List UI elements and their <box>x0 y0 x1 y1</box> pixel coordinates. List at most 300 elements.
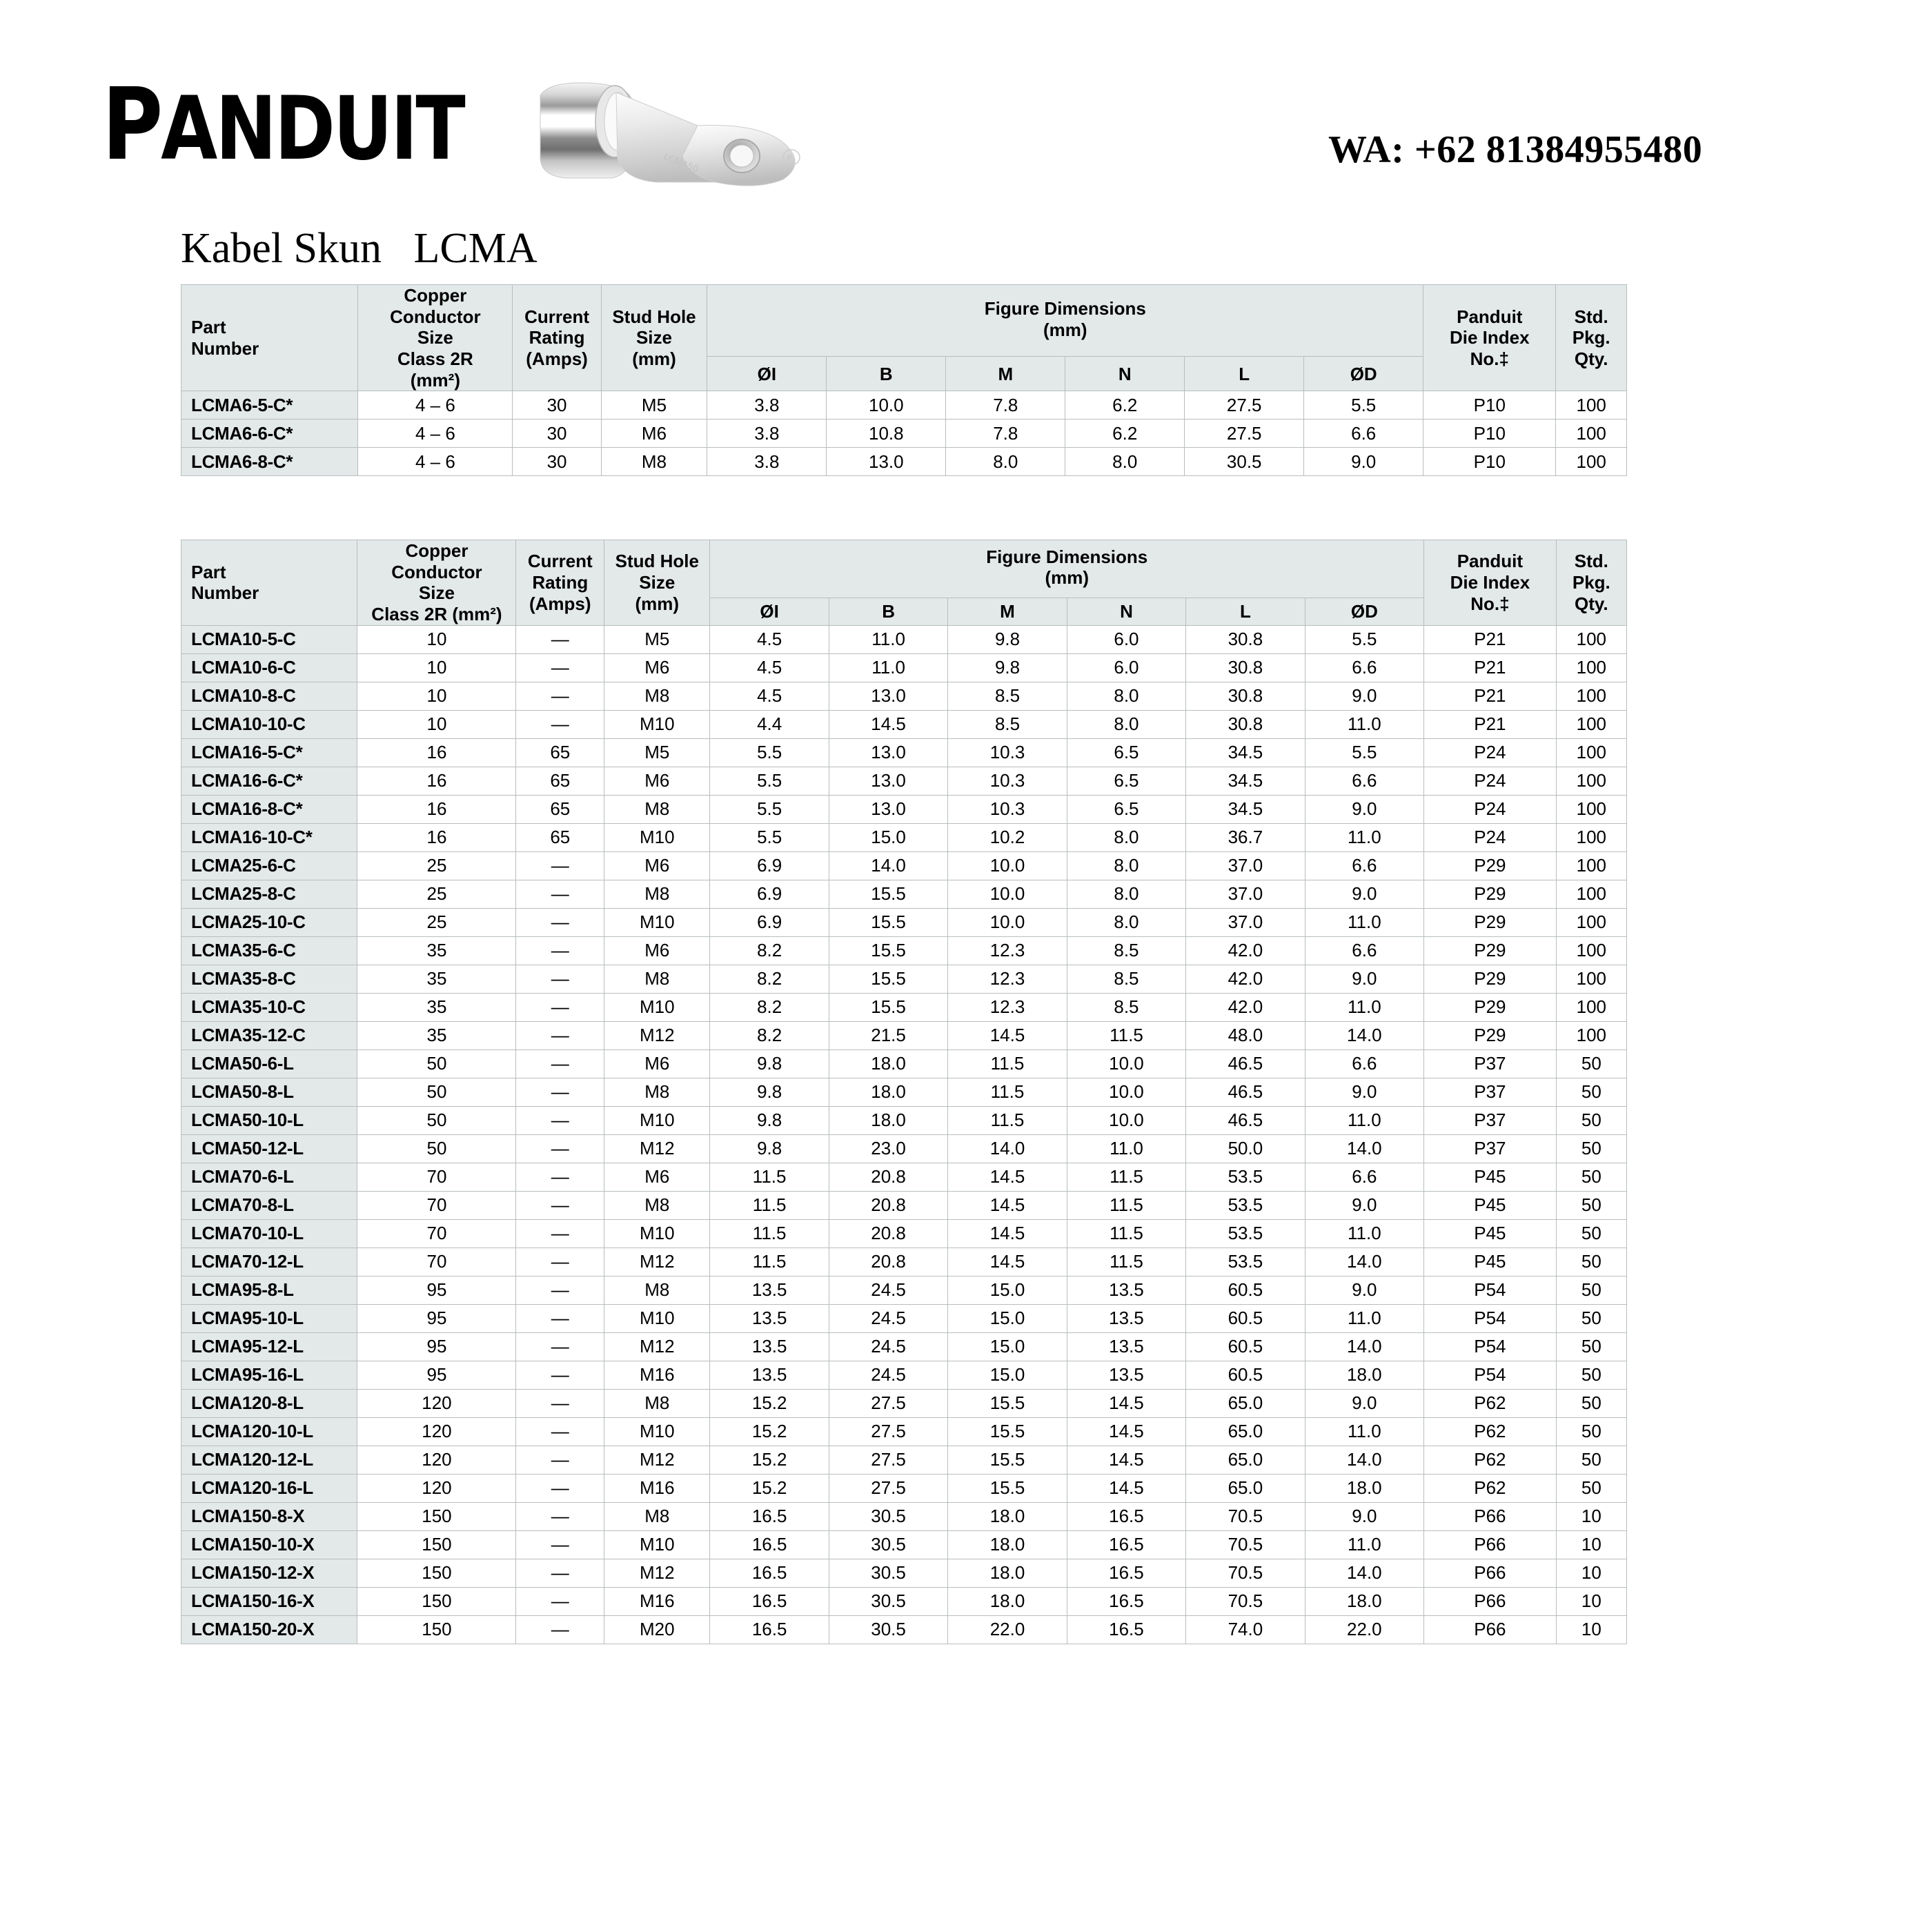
table-row <box>181 1502 1627 1530</box>
cell-std-pkg-qty: 10 <box>1556 1530 1626 1559</box>
cell-dim-m: 10.0 <box>948 908 1067 936</box>
cell-dim-n: 8.0 <box>1067 823 1185 851</box>
cell-dim-m: 15.0 <box>948 1332 1067 1361</box>
cell-dim-m: 18.0 <box>948 1502 1067 1530</box>
cell-part-number: LCMA150-16-X <box>181 1587 357 1615</box>
cell-dim-oi: 13.5 <box>710 1304 829 1332</box>
cell-stud-hole-size: M6 <box>604 851 710 880</box>
cell-std-pkg-qty: 10 <box>1556 1559 1626 1587</box>
cell-current-rating: 65 <box>516 795 604 823</box>
cell-dim-l: 53.5 <box>1186 1163 1305 1191</box>
cell-stud-hole-size: M8 <box>604 880 710 908</box>
cell-stud-hole-size: M12 <box>604 1559 710 1587</box>
cell-dim-oi: 6.9 <box>710 880 829 908</box>
table-row <box>181 1191 1627 1219</box>
cell-die-index: P45 <box>1424 1191 1557 1219</box>
cell-dim-l: 65.0 <box>1186 1417 1305 1446</box>
cell-dim-oi: 8.2 <box>710 1021 829 1049</box>
table-row <box>181 823 1627 851</box>
cell-dim-l: 65.0 <box>1186 1389 1305 1417</box>
part-number-line1: Part <box>191 317 226 337</box>
cell-part-number: LCMA16-10-C* <box>181 823 357 851</box>
cell-die-index: P54 <box>1424 1332 1557 1361</box>
cell-std-pkg-qty: 100 <box>1556 448 1627 476</box>
cell-dim-b: 11.0 <box>829 653 947 682</box>
cell-dim-n: 11.5 <box>1067 1219 1185 1248</box>
cell-part-number: LCMA35-12-C <box>181 1021 357 1049</box>
svg-text:LCMA50: LCMA50 <box>662 151 700 175</box>
cell-std-pkg-qty: 50 <box>1556 1049 1626 1078</box>
cell-std-pkg-qty: 10 <box>1556 1502 1626 1530</box>
cell-part-number: LCMA16-6-C* <box>181 767 357 795</box>
cell-dim-l: 36.7 <box>1186 823 1305 851</box>
table-row <box>181 1248 1627 1276</box>
cell-dim-oi: 3.8 <box>707 448 827 476</box>
cell-dim-oi: 15.2 <box>710 1417 829 1446</box>
col-dim-oi: ØI <box>707 357 827 391</box>
cell-dim-n: 11.5 <box>1067 1163 1185 1191</box>
cell-dim-n: 6.5 <box>1067 738 1185 767</box>
cell-current-rating: 30 <box>513 448 601 476</box>
cell-dim-b: 24.5 <box>829 1332 947 1361</box>
cell-dim-n: 16.5 <box>1067 1559 1185 1587</box>
cell-dim-l: 30.8 <box>1186 710 1305 738</box>
table-row <box>181 1163 1627 1191</box>
cell-dim-m: 10.3 <box>948 767 1067 795</box>
cell-current-rating: — <box>516 936 604 965</box>
cell-dim-b: 24.5 <box>829 1304 947 1332</box>
cell-part-number: LCMA120-10-L <box>181 1417 357 1446</box>
cell-std-pkg-qty: 50 <box>1556 1332 1626 1361</box>
spec-table-2 <box>181 540 1627 1644</box>
cell-dim-l: 34.5 <box>1186 795 1305 823</box>
figdim-line1: Figure Dimensions <box>984 298 1146 319</box>
figdim-line2: (mm) <box>1043 319 1087 340</box>
cell-die-index: P62 <box>1424 1417 1557 1446</box>
cell-dim-n: 8.5 <box>1067 936 1185 965</box>
cell-copper-size: 25 <box>357 851 516 880</box>
cell-die-index: P66 <box>1424 1587 1557 1615</box>
cell-dim-b: 18.0 <box>829 1049 947 1078</box>
cell-dim-od: 9.0 <box>1305 1389 1423 1417</box>
col-current-rating <box>513 285 601 391</box>
cell-copper-size: 95 <box>357 1304 516 1332</box>
cell-dim-b: 27.5 <box>829 1474 947 1502</box>
cell-dim-od: 6.6 <box>1304 420 1423 448</box>
cell-copper-size: 10 <box>357 682 516 710</box>
cell-copper-size: 50 <box>357 1106 516 1134</box>
cell-dim-oi: 15.2 <box>710 1446 829 1474</box>
cell-dim-od: 14.0 <box>1305 1332 1423 1361</box>
cell-copper-size: 150 <box>357 1502 516 1530</box>
cell-dim-n: 10.0 <box>1067 1049 1185 1078</box>
cell-die-index: P21 <box>1424 710 1557 738</box>
cell-copper-size: 150 <box>357 1530 516 1559</box>
cell-dim-od: 6.6 <box>1305 1049 1423 1078</box>
cell-stud-hole-size: M5 <box>601 391 707 420</box>
cell-dim-oi: 8.2 <box>710 965 829 993</box>
col-std-pkg-qty <box>1556 540 1626 626</box>
cell-current-rating: 30 <box>513 420 601 448</box>
table-row <box>181 965 1627 993</box>
cell-copper-size: 16 <box>357 795 516 823</box>
cell-dim-m: 7.8 <box>946 391 1065 420</box>
cell-dim-m: 15.0 <box>948 1304 1067 1332</box>
die-line3: No.‡ <box>1470 348 1509 370</box>
cell-stud-hole-size: M6 <box>604 1049 710 1078</box>
cell-copper-size: 4 – 6 <box>358 448 513 476</box>
cell-dim-l: 30.8 <box>1186 625 1305 653</box>
table-row <box>181 710 1627 738</box>
cell-current-rating: — <box>516 1446 604 1474</box>
cell-dim-l: 70.5 <box>1186 1530 1305 1559</box>
table-2-header-row-1 <box>181 540 1627 598</box>
cell-current-rating: 65 <box>516 823 604 851</box>
cell-dim-l: 34.5 <box>1186 767 1305 795</box>
cell-copper-size: 150 <box>357 1559 516 1587</box>
cell-dim-m: 11.5 <box>948 1106 1067 1134</box>
cell-current-rating: — <box>516 1474 604 1502</box>
cell-stud-hole-size: M10 <box>604 1304 710 1332</box>
cell-dim-m: 15.5 <box>948 1417 1067 1446</box>
table-row <box>181 1219 1627 1248</box>
cell-dim-n: 6.2 <box>1065 420 1185 448</box>
cell-dim-b: 10.0 <box>827 391 946 420</box>
table-row <box>181 1474 1627 1502</box>
table-row <box>181 908 1627 936</box>
cell-dim-oi: 4.5 <box>710 625 829 653</box>
cell-dim-od: 14.0 <box>1305 1559 1423 1587</box>
cell-std-pkg-qty: 100 <box>1556 823 1626 851</box>
cell-dim-od: 11.0 <box>1305 1530 1423 1559</box>
table-row <box>181 682 1627 710</box>
cell-current-rating: — <box>516 1021 604 1049</box>
cell-dim-oi: 16.5 <box>710 1530 829 1559</box>
cell-dim-l: 37.0 <box>1186 880 1305 908</box>
cell-dim-oi: 3.8 <box>707 420 827 448</box>
cell-dim-od: 9.0 <box>1305 795 1423 823</box>
cell-std-pkg-qty: 50 <box>1556 1163 1626 1191</box>
cell-part-number: LCMA95-16-L <box>181 1361 357 1389</box>
cell-copper-size: 120 <box>357 1417 516 1446</box>
cell-std-pkg-qty: 100 <box>1556 936 1626 965</box>
cell-dim-b: 13.0 <box>827 448 946 476</box>
cell-part-number: LCMA10-5-C <box>181 625 357 653</box>
cell-dim-n: 6.2 <box>1065 391 1185 420</box>
cell-dim-n: 16.5 <box>1067 1615 1185 1644</box>
cell-part-number: LCMA50-10-L <box>181 1106 357 1134</box>
cell-std-pkg-qty: 100 <box>1556 625 1626 653</box>
cell-dim-b: 30.5 <box>829 1559 947 1587</box>
cell-dim-oi: 5.5 <box>710 823 829 851</box>
cell-copper-size: 70 <box>357 1191 516 1219</box>
cell-dim-od: 5.5 <box>1305 625 1423 653</box>
cell-dim-od: 11.0 <box>1305 1417 1423 1446</box>
table-row <box>181 1332 1627 1361</box>
cell-part-number: LCMA35-6-C <box>181 936 357 965</box>
whatsapp-contact: WA: +62 81384955480 <box>1328 128 1703 171</box>
cell-copper-size: 25 <box>357 908 516 936</box>
cell-current-rating: — <box>516 1276 604 1304</box>
cell-dim-b: 30.5 <box>829 1530 947 1559</box>
col-stud-hole-size <box>604 540 710 626</box>
cell-stud-hole-size: M8 <box>604 965 710 993</box>
copper-line4: Class 2R (mm²) <box>371 604 502 625</box>
cell-dim-oi: 3.8 <box>707 391 827 420</box>
cell-std-pkg-qty: 100 <box>1556 851 1626 880</box>
cell-die-index: P66 <box>1424 1530 1557 1559</box>
cell-dim-od: 11.0 <box>1305 1106 1423 1134</box>
cell-dim-m: 8.0 <box>946 448 1065 476</box>
cell-dim-oi: 5.5 <box>710 767 829 795</box>
cell-dim-n: 14.5 <box>1067 1474 1185 1502</box>
cell-current-rating: — <box>516 1502 604 1530</box>
cell-die-index: P45 <box>1424 1219 1557 1248</box>
cell-dim-l: 53.5 <box>1186 1248 1305 1276</box>
cell-stud-hole-size: M8 <box>604 1389 710 1417</box>
col-std-pkg-qty <box>1556 285 1627 391</box>
current-line2: Rating <box>529 327 585 348</box>
cell-die-index: P37 <box>1424 1049 1557 1078</box>
page-header <box>0 0 1932 207</box>
figdim-line2: (mm) <box>1045 567 1090 589</box>
cell-current-rating: — <box>516 993 604 1021</box>
cell-part-number: LCMA25-6-C <box>181 851 357 880</box>
cell-current-rating: — <box>516 1191 604 1219</box>
cell-dim-od: 14.0 <box>1305 1134 1423 1163</box>
col-panduit-die-index <box>1424 540 1557 626</box>
cell-dim-l: 65.0 <box>1186 1474 1305 1502</box>
cell-dim-l: 48.0 <box>1186 1021 1305 1049</box>
cable-lug-photo <box>535 54 866 199</box>
col-dim-m: M <box>948 598 1067 625</box>
cell-part-number: LCMA150-20-X <box>181 1615 357 1644</box>
cell-std-pkg-qty: 100 <box>1556 965 1626 993</box>
cell-die-index: P37 <box>1424 1134 1557 1163</box>
cell-copper-size: 95 <box>357 1332 516 1361</box>
cell-die-index: P54 <box>1424 1361 1557 1389</box>
cell-stud-hole-size: M10 <box>604 908 710 936</box>
cell-dim-m: 22.0 <box>948 1615 1067 1644</box>
cell-part-number: LCMA10-10-C <box>181 710 357 738</box>
col-dim-l: L <box>1186 598 1305 625</box>
col-dim-m: M <box>946 357 1065 391</box>
cell-copper-size: 120 <box>357 1474 516 1502</box>
cell-dim-l: 60.5 <box>1186 1332 1305 1361</box>
cell-stud-hole-size: M10 <box>604 1417 710 1446</box>
cell-part-number: LCMA120-12-L <box>181 1446 357 1474</box>
col-stud-hole-size <box>601 285 707 391</box>
cell-dim-b: 20.8 <box>829 1163 947 1191</box>
cell-dim-b: 11.0 <box>829 625 947 653</box>
cell-dim-l: 46.5 <box>1186 1106 1305 1134</box>
cell-current-rating: — <box>516 1361 604 1389</box>
cell-dim-od: 18.0 <box>1305 1474 1423 1502</box>
cell-current-rating: — <box>516 1530 604 1559</box>
cell-copper-size: 16 <box>357 767 516 795</box>
cell-part-number: LCMA95-8-L <box>181 1276 357 1304</box>
cell-dim-oi: 9.8 <box>710 1106 829 1134</box>
cell-std-pkg-qty: 100 <box>1556 682 1626 710</box>
cell-copper-size: 120 <box>357 1446 516 1474</box>
cell-dim-od: 11.0 <box>1305 908 1423 936</box>
cell-die-index: P37 <box>1424 1078 1557 1106</box>
spec-table-1-container <box>181 284 1627 476</box>
cell-copper-size: 25 <box>357 880 516 908</box>
cell-dim-n: 8.0 <box>1065 448 1185 476</box>
cell-dim-m: 8.5 <box>948 682 1067 710</box>
cell-current-rating: — <box>516 908 604 936</box>
cell-stud-hole-size: M8 <box>604 1191 710 1219</box>
cell-part-number: LCMA6-8-C* <box>181 448 358 476</box>
cell-stud-hole-size: M16 <box>604 1361 710 1389</box>
cell-dim-od: 6.6 <box>1305 653 1423 682</box>
cell-dim-n: 6.0 <box>1067 653 1185 682</box>
table-row <box>181 1389 1627 1417</box>
table-row <box>181 1276 1627 1304</box>
cell-dim-l: 60.5 <box>1186 1361 1305 1389</box>
cell-stud-hole-size: M8 <box>601 448 707 476</box>
cell-die-index: P24 <box>1424 795 1557 823</box>
cell-dim-oi: 13.5 <box>710 1361 829 1389</box>
cell-std-pkg-qty: 50 <box>1556 1248 1626 1276</box>
cell-dim-oi: 16.5 <box>710 1615 829 1644</box>
cell-std-pkg-qty: 100 <box>1556 420 1627 448</box>
page-title: Kabel Skun LCMA <box>181 225 538 272</box>
cell-die-index: P62 <box>1424 1446 1557 1474</box>
cell-dim-n: 13.5 <box>1067 1361 1185 1389</box>
cell-dim-n: 8.0 <box>1067 710 1185 738</box>
cell-dim-n: 14.5 <box>1067 1389 1185 1417</box>
cell-current-rating: 65 <box>516 738 604 767</box>
cell-dim-l: 74.0 <box>1186 1615 1305 1644</box>
col-part-number <box>181 540 357 626</box>
cell-dim-od: 6.6 <box>1305 1163 1423 1191</box>
cell-dim-n: 10.0 <box>1067 1106 1185 1134</box>
table-row <box>181 1134 1627 1163</box>
spec-table-1 <box>181 284 1627 476</box>
cell-die-index: P29 <box>1424 936 1557 965</box>
cell-dim-od: 14.0 <box>1305 1446 1423 1474</box>
table-row <box>181 1078 1627 1106</box>
current-line1: Current <box>527 551 593 572</box>
cell-dim-od: 6.6 <box>1305 767 1423 795</box>
cell-die-index: P21 <box>1424 625 1557 653</box>
cell-std-pkg-qty: 100 <box>1556 653 1626 682</box>
stud-line2: Size <box>635 327 672 348</box>
cell-dim-l: 30.8 <box>1186 653 1305 682</box>
cell-dim-od: 11.0 <box>1305 993 1423 1021</box>
cell-stud-hole-size: M16 <box>604 1587 710 1615</box>
cell-dim-m: 18.0 <box>948 1587 1067 1615</box>
cell-die-index: P37 <box>1424 1106 1557 1134</box>
cell-std-pkg-qty: 100 <box>1556 738 1626 767</box>
cell-dim-b: 30.5 <box>829 1615 947 1644</box>
col-panduit-die-index <box>1423 285 1556 391</box>
cell-copper-size: 35 <box>357 1021 516 1049</box>
cell-current-rating: — <box>516 625 604 653</box>
cell-part-number: LCMA6-5-C* <box>181 391 358 420</box>
cell-dim-od: 6.6 <box>1305 851 1423 880</box>
cell-dim-m: 15.5 <box>948 1446 1067 1474</box>
cell-dim-oi: 9.8 <box>710 1078 829 1106</box>
figdim-line1: Figure Dimensions <box>986 546 1148 567</box>
table-row <box>181 1587 1627 1615</box>
part-number-line1: Part <box>191 561 226 582</box>
cell-stud-hole-size: M5 <box>604 625 710 653</box>
cell-stud-hole-size: M12 <box>604 1134 710 1163</box>
cell-dim-od: 9.0 <box>1305 682 1423 710</box>
cell-dim-oi: 5.5 <box>710 795 829 823</box>
cell-dim-b: 15.5 <box>829 965 947 993</box>
die-line2: Die Index <box>1450 572 1530 593</box>
cell-current-rating: — <box>516 1417 604 1446</box>
cell-dim-m: 18.0 <box>948 1530 1067 1559</box>
cell-current-rating: — <box>516 1389 604 1417</box>
cell-dim-m: 10.3 <box>948 795 1067 823</box>
cell-std-pkg-qty: 100 <box>1556 880 1626 908</box>
col-dim-l: L <box>1185 357 1304 391</box>
cell-dim-od: 11.0 <box>1305 823 1423 851</box>
col-dim-od: ØD <box>1304 357 1423 391</box>
cell-copper-size: 10 <box>357 653 516 682</box>
cell-dim-oi: 6.9 <box>710 851 829 880</box>
col-dim-n: N <box>1067 598 1185 625</box>
cell-dim-m: 14.5 <box>948 1248 1067 1276</box>
cell-copper-size: 35 <box>357 936 516 965</box>
cell-copper-size: 10 <box>357 625 516 653</box>
cell-die-index: P66 <box>1424 1615 1557 1644</box>
cell-std-pkg-qty: 50 <box>1556 1219 1626 1248</box>
cell-dim-n: 10.0 <box>1067 1078 1185 1106</box>
cell-dim-b: 13.0 <box>829 767 947 795</box>
cell-stud-hole-size: M10 <box>604 1219 710 1248</box>
die-line1: Panduit <box>1457 306 1523 327</box>
cell-dim-od: 9.0 <box>1305 880 1423 908</box>
cell-dim-m: 14.5 <box>948 1191 1067 1219</box>
cell-die-index: P24 <box>1424 738 1557 767</box>
cell-current-rating: — <box>516 851 604 880</box>
table-row <box>181 880 1627 908</box>
cell-dim-od: 18.0 <box>1305 1587 1423 1615</box>
cell-die-index: P45 <box>1424 1248 1557 1276</box>
cell-std-pkg-qty: 100 <box>1556 908 1626 936</box>
cell-part-number: LCMA35-10-C <box>181 993 357 1021</box>
cell-copper-size: 4 – 6 <box>358 420 513 448</box>
table-row <box>181 795 1627 823</box>
cell-die-index: P10 <box>1423 448 1556 476</box>
table-row <box>181 448 1627 476</box>
cell-copper-size: 70 <box>357 1163 516 1191</box>
cell-die-index: P29 <box>1424 1021 1557 1049</box>
cell-current-rating: — <box>516 1106 604 1134</box>
cell-copper-size: 70 <box>357 1219 516 1248</box>
cell-dim-m: 10.0 <box>948 851 1067 880</box>
cell-dim-od: 14.0 <box>1305 1021 1423 1049</box>
cell-dim-oi: 5.5 <box>710 738 829 767</box>
current-line1: Current <box>524 306 589 327</box>
cell-current-rating: — <box>516 653 604 682</box>
cell-dim-l: 53.5 <box>1186 1191 1305 1219</box>
cell-part-number: LCMA50-12-L <box>181 1134 357 1163</box>
cell-dim-n: 8.0 <box>1067 908 1185 936</box>
stud-line2: Size <box>639 572 676 593</box>
cell-part-number: LCMA70-12-L <box>181 1248 357 1276</box>
spec-table-2-container <box>181 540 1627 1644</box>
cell-dim-l: 30.5 <box>1185 448 1304 476</box>
cell-std-pkg-qty: 50 <box>1556 1417 1626 1446</box>
cell-current-rating: — <box>516 682 604 710</box>
